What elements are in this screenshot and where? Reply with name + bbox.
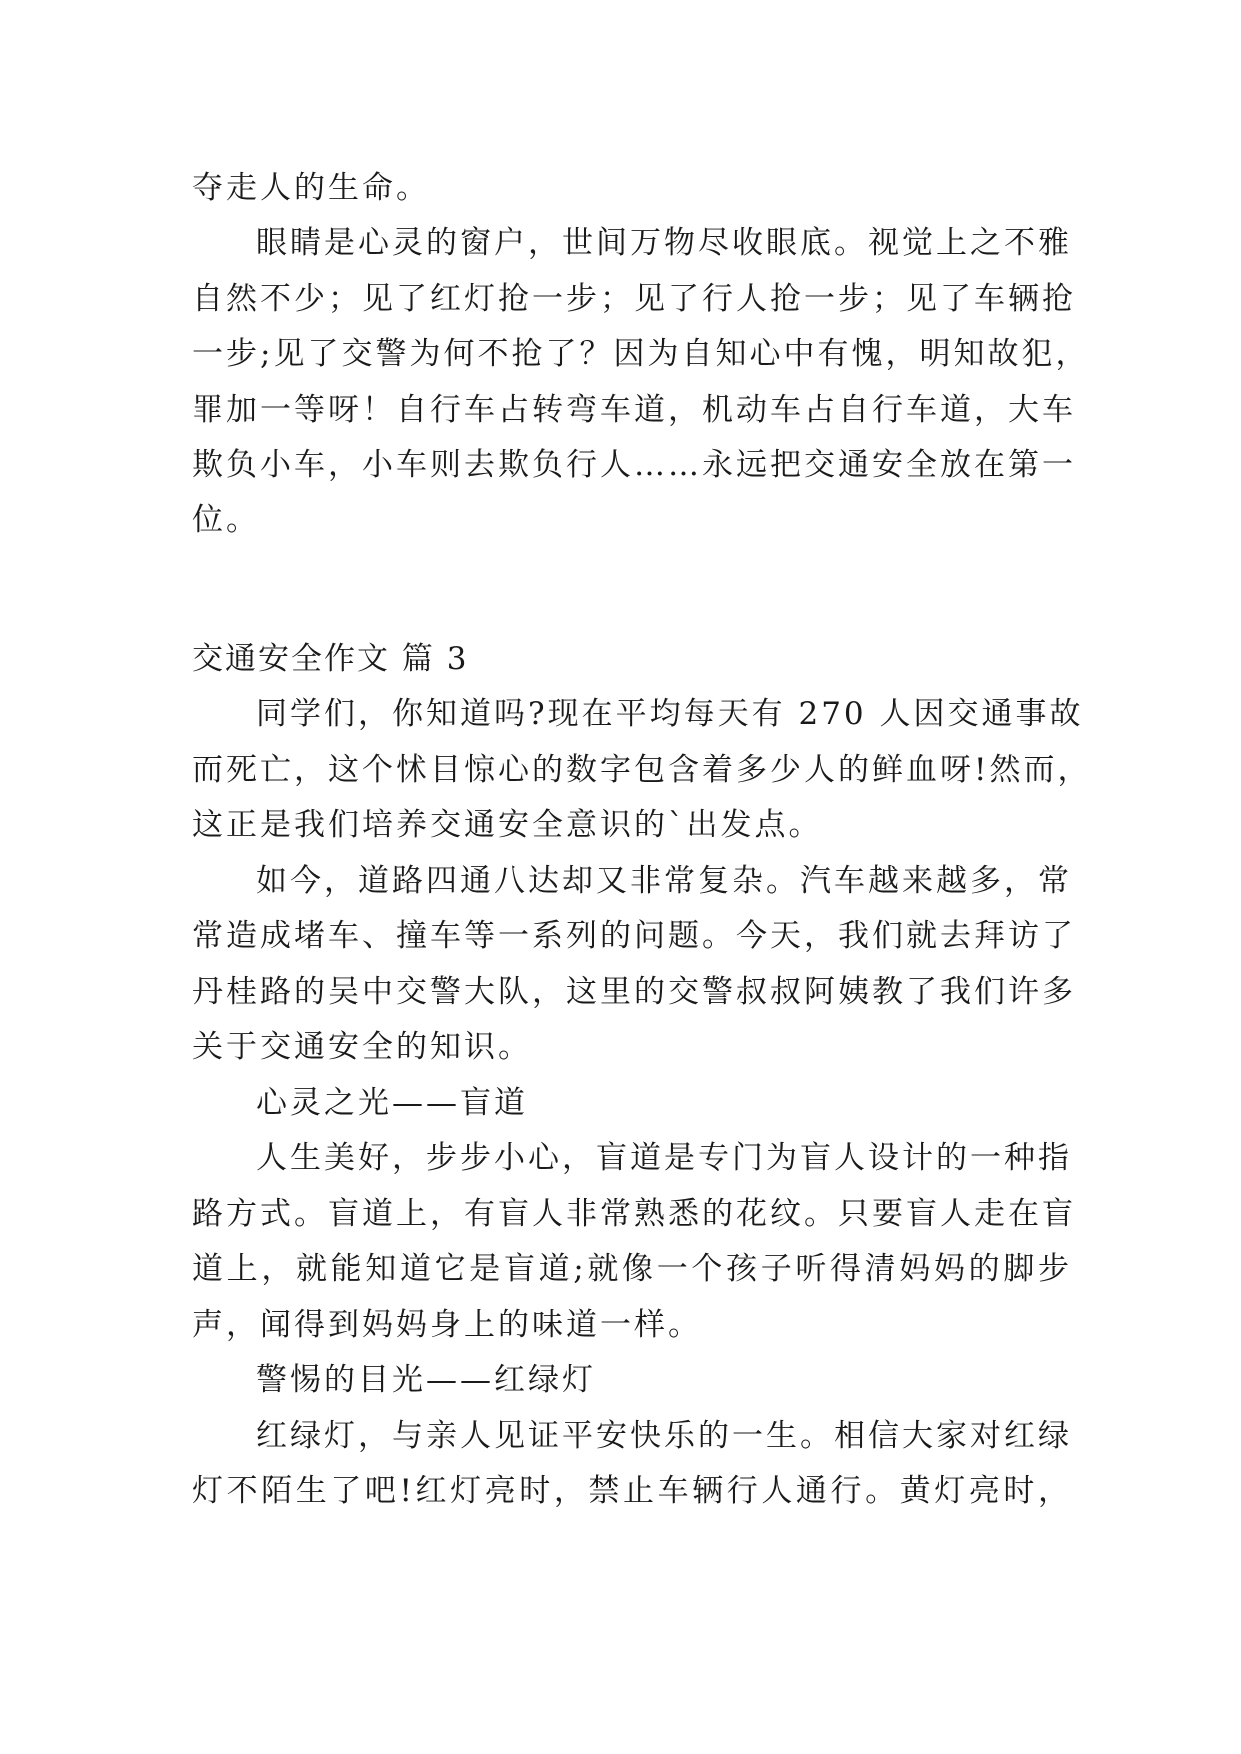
- paragraph-line: 欺负小车，小车则去欺负行人……永远把交通安全放在第一: [192, 447, 1076, 483]
- paragraph-line: 同学们，你知道吗?现在平均每天有 270 人因交通事故: [256, 696, 1084, 732]
- subheading-line: 心灵之光——盲道: [256, 1085, 528, 1121]
- paragraph-line: 而死亡，这个怵目惊心的数字包含着多少人的鲜血呀!然而，: [192, 752, 1092, 788]
- paragraph-line: 声，闻得到妈妈身上的味道一样。: [192, 1307, 702, 1343]
- paragraph-line: 人生美好，步步小心，盲道是专门为盲人设计的一种指: [256, 1140, 1072, 1176]
- paragraph-line: 红绿灯，与亲人见证平安快乐的一生。相信大家对红绿: [256, 1418, 1072, 1454]
- paragraph-line: 灯不陌生了吧!红灯亮时，禁止车辆行人通行。黄灯亮时，: [192, 1473, 1072, 1509]
- paragraph-line: 位。: [192, 502, 260, 538]
- paragraph-line: 罪加一等呀！自行车占转弯车道，机动车占自行车道，大车: [192, 392, 1076, 428]
- paragraph-line: 关于交通安全的知识。: [192, 1029, 532, 1065]
- section-heading: 交通安全作文 篇 3: [192, 641, 469, 677]
- paragraph-line: 丹桂路的吴中交警大队，这里的交警叔叔阿姨教了我们许多: [192, 974, 1076, 1010]
- paragraph-line: 道上，就能知道它是盲道;就像一个孩子听得清妈妈的脚步: [192, 1251, 1072, 1287]
- paragraph-line: 眼睛是心灵的窗户，世间万物尽收眼底。视觉上之不雅: [256, 225, 1072, 261]
- paragraph-line: 如今，道路四通八达却又非常复杂。汽车越来越多，常: [256, 863, 1072, 899]
- paragraph-line: 自然不少；见了红灯抢一步；见了行人抢一步；见了车辆抢: [192, 281, 1076, 317]
- paragraph-line: 一步;见了交警为何不抢了？因为自知心中有愧，明知故犯，: [192, 336, 1090, 372]
- subheading-line: 警惕的目光——红绿灯: [256, 1362, 596, 1398]
- paragraph-line: 这正是我们培养交通安全意识的`出发点。: [192, 807, 823, 843]
- paragraph-line: 路方式。盲道上，有盲人非常熟悉的花纹。只要盲人走在盲: [192, 1196, 1076, 1232]
- paragraph-line: 夺走人的生命。: [192, 170, 430, 206]
- paragraph-line: 常造成堵车、撞车等一系列的问题。今天，我们就去拜访了: [192, 918, 1076, 954]
